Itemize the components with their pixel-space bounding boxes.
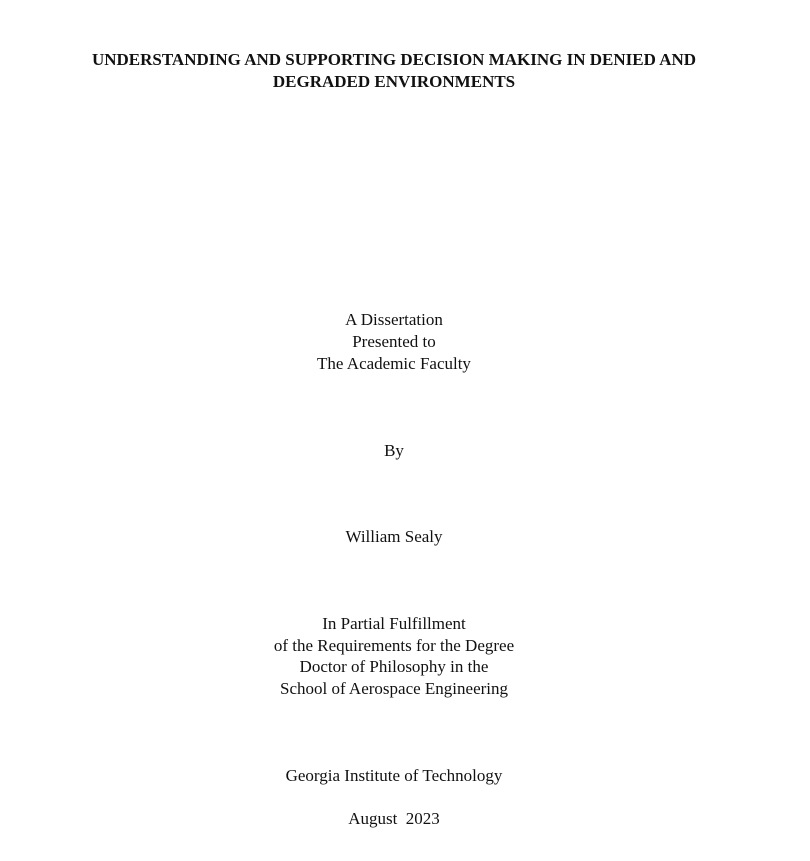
institution-name: Georgia Institute of Technology xyxy=(285,766,503,785)
author-name: William Sealy xyxy=(345,527,443,546)
dissertation-title-line-2: DEGRADED ENVIRONMENTS xyxy=(272,72,516,91)
dissertation-title-line-1: UNDERSTANDING AND SUPPORTING DECISION MAKING IN DENIED AND xyxy=(91,50,697,69)
submission-date: August 2023 xyxy=(348,809,440,828)
fulfillment-line-4: School of Aerospace Engineering xyxy=(279,679,508,698)
presentation-line-2: Presented to xyxy=(352,332,436,351)
fulfillment-line-2: of the Requirements for the Degree xyxy=(273,636,515,655)
fulfillment-line-3: Doctor of Philosophy in the xyxy=(299,657,489,676)
presentation-line-3: The Academic Faculty xyxy=(317,354,471,373)
by-label: By xyxy=(384,441,404,460)
fulfillment-line-1: In Partial Fulfillment xyxy=(322,614,466,633)
presentation-line-1: A Dissertation xyxy=(345,310,443,329)
